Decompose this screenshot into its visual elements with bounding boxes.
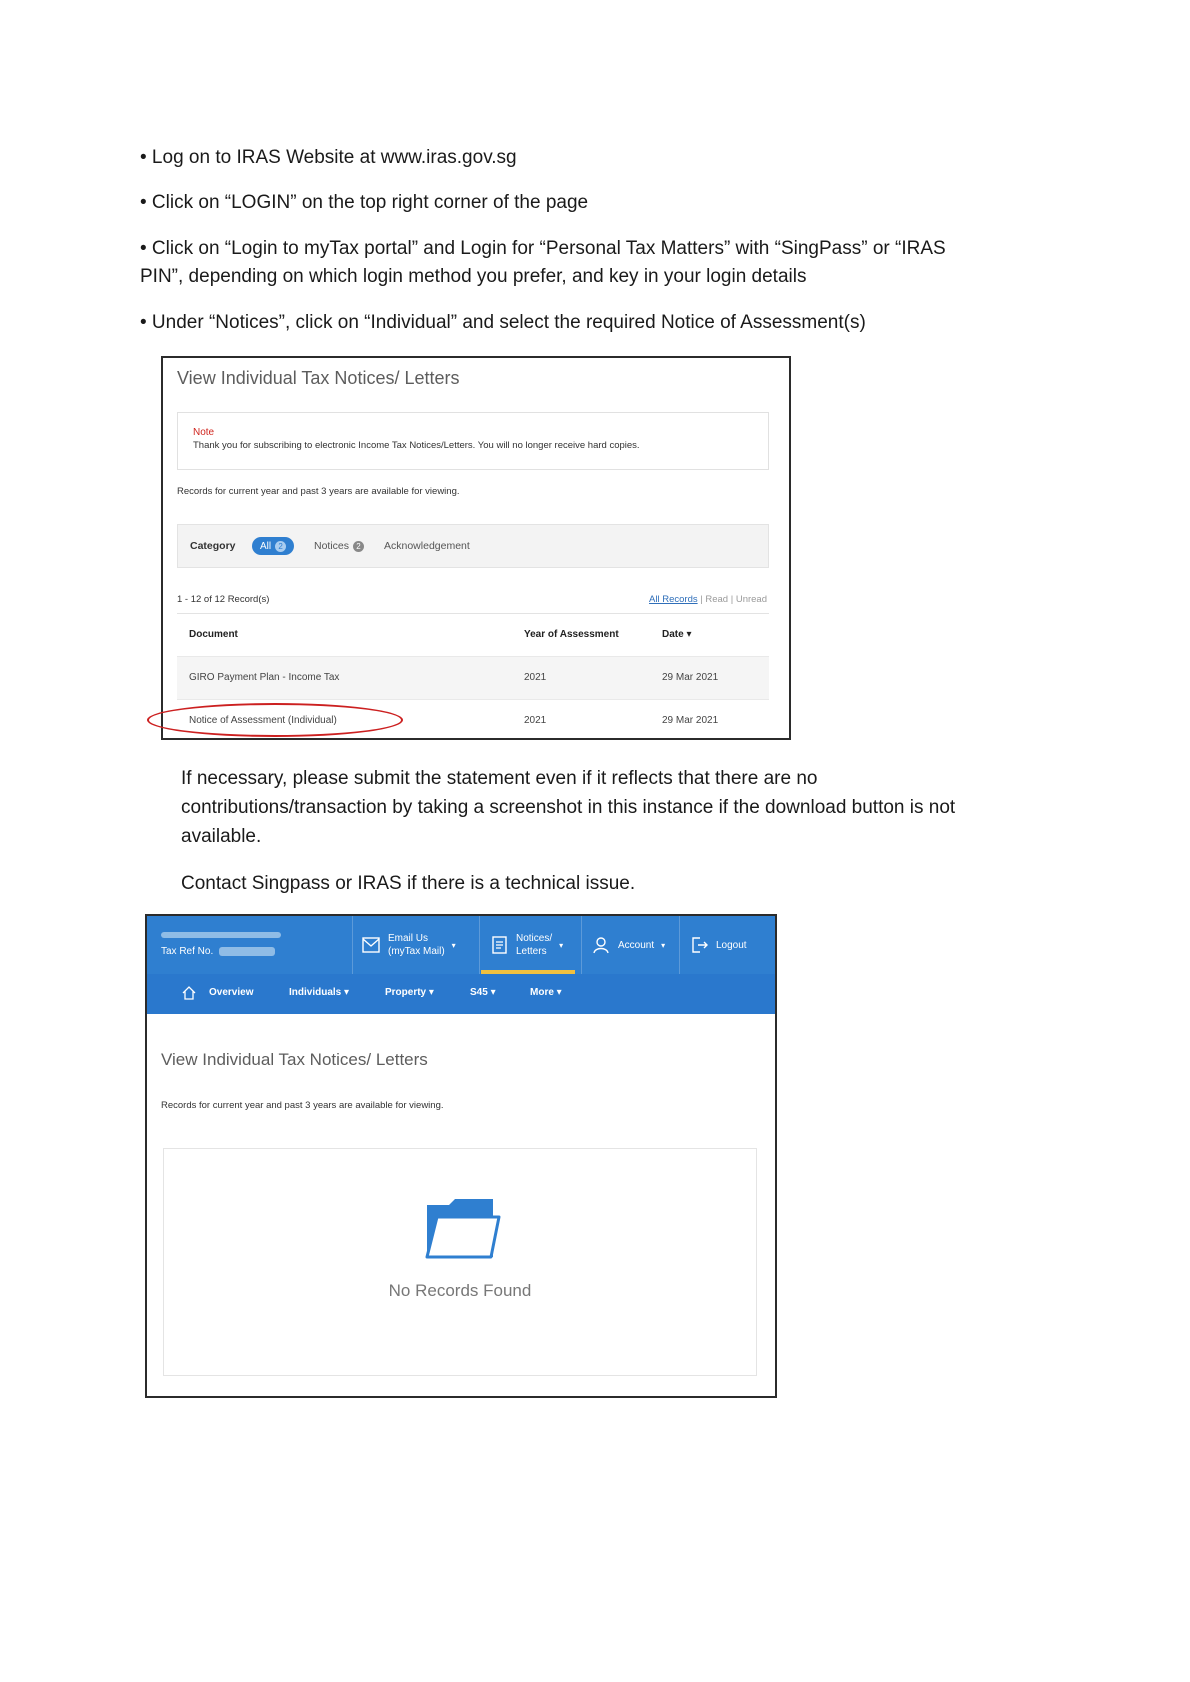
category-all-label: All [259,540,272,552]
chevron-down-icon: ▾ [451,940,456,950]
menu-property[interactable]: Property ▾ [385,987,434,998]
chevron-down-icon: ▾ [661,940,666,950]
menu-s45[interactable]: S45 ▾ [470,987,496,998]
instruction-step-4: • Under “Notices”, click on “Individual” and select the required Notice of Assessment(s) [140,312,866,333]
screenshot-no-records [145,914,777,1398]
home-icon [181,985,197,1004]
instruction-step-2: • Click on “LOGIN” on the top right corner of the page [140,192,589,213]
notices-label: Notices/ [516,933,553,944]
document-icon [489,935,509,955]
submission-note-line-2: contributions/transaction by taking a screenshot in this instance if the download button is not [181,797,956,818]
account-label: Account [618,939,655,951]
category-notices-label: Notices [314,540,350,552]
page-title: View Individual Tax Notices/ Letters [161,1050,428,1069]
redacted-tax-ref [219,947,275,956]
header-divider [479,916,480,974]
record-count: 1 - 12 of 12 Record(s) [177,594,270,605]
highlight-ellipse [147,703,403,737]
instruction-step-3a: • Click on “Login to myTax portal” and Login for “Personal Tax Matters” with “SingPass” or “IRAS [140,238,946,259]
category-label: Category [190,540,236,552]
page-title: View Individual Tax Notices/ Letters [177,368,460,388]
records-info: Records for current year and past 3 years are available for viewing. [177,486,460,497]
filter-separator: | [728,594,736,605]
category-filter-bar [177,524,769,568]
document-name[interactable]: Notice of Assessment (Individual) [189,715,337,726]
email-us-button[interactable] [361,916,456,974]
year-of-assessment: 2021 [524,715,547,726]
document-name[interactable]: GIRO Payment Plan - Income Tax [189,672,340,683]
logout-icon [689,935,709,955]
year-of-assessment: 2021 [524,672,547,683]
submission-note-line-1: If necessary, please submit the statement even if it reflects that there are no [181,768,818,789]
header-divider [352,916,353,974]
category-notices-count: 2 [353,541,364,552]
menu-overview[interactable]: Overview [209,987,254,998]
instruction-step-1: • Log on to IRAS Website at www.iras.gov.sg [140,147,517,168]
filter-unread-link[interactable]: Unread [735,594,767,605]
user-icon [591,935,611,955]
redacted-name [161,932,281,938]
header-divider [581,916,582,974]
note-heading: Note [193,427,215,438]
filter-read-link[interactable]: Read [705,594,729,605]
chevron-down-icon: ▾ [559,940,564,950]
category-acknowledgement[interactable]: Acknowledgement [384,540,470,552]
note-box [177,412,769,470]
header-divider [679,916,680,974]
column-header-year: Year of Assessment [524,629,619,640]
table-row[interactable] [177,657,769,700]
note-text: Thank you for subscribing to electronic Income Tax Notices/Letters. You will no longer receive hard copies. [193,440,640,451]
records-info: Records for current year and past 3 years are available for viewing. [161,1100,444,1111]
empty-state-panel [163,1148,757,1376]
filter-separator: | [697,594,706,605]
email-us-label: Email Us [388,933,429,944]
column-header-document: Document [189,629,238,640]
folder-icon [423,1195,501,1270]
category-all-count: 2 [275,541,286,552]
category-notices[interactable] [314,540,364,552]
table-header-row [177,614,769,657]
email-us-sublabel: (myTax Mail) [388,946,445,957]
top-header-bar [147,916,775,974]
logout-label: Logout [716,939,747,951]
screenshot-tax-notices-list [161,356,791,740]
notices-letters-button[interactable] [489,916,563,974]
no-records-message: No Records Found [388,1281,532,1300]
tax-ref-label: Tax Ref No. [161,946,214,957]
menu-individuals[interactable]: Individuals ▾ [289,987,350,998]
menu-more[interactable]: More ▾ [530,987,562,998]
document-date: 29 Mar 2021 [662,715,719,726]
category-all-pill[interactable] [252,537,294,555]
main-menu-bar [147,974,775,1014]
contact-note: Contact Singpass or IRAS if there is a technical issue. [181,873,636,894]
filter-all-records-link[interactable]: All Records [649,594,698,605]
mail-icon [361,935,381,955]
instruction-step-3b: PIN”, depending on which login method you prefer, and key in your login details [140,266,807,287]
account-button[interactable] [591,916,665,974]
logout-button[interactable] [689,916,747,974]
letters-label: Letters [516,946,547,957]
read-filter [649,594,767,605]
submission-note-line-3: available. [181,826,262,847]
document-date: 29 Mar 2021 [662,672,719,683]
column-header-date[interactable]: Date ▾ [662,629,692,640]
